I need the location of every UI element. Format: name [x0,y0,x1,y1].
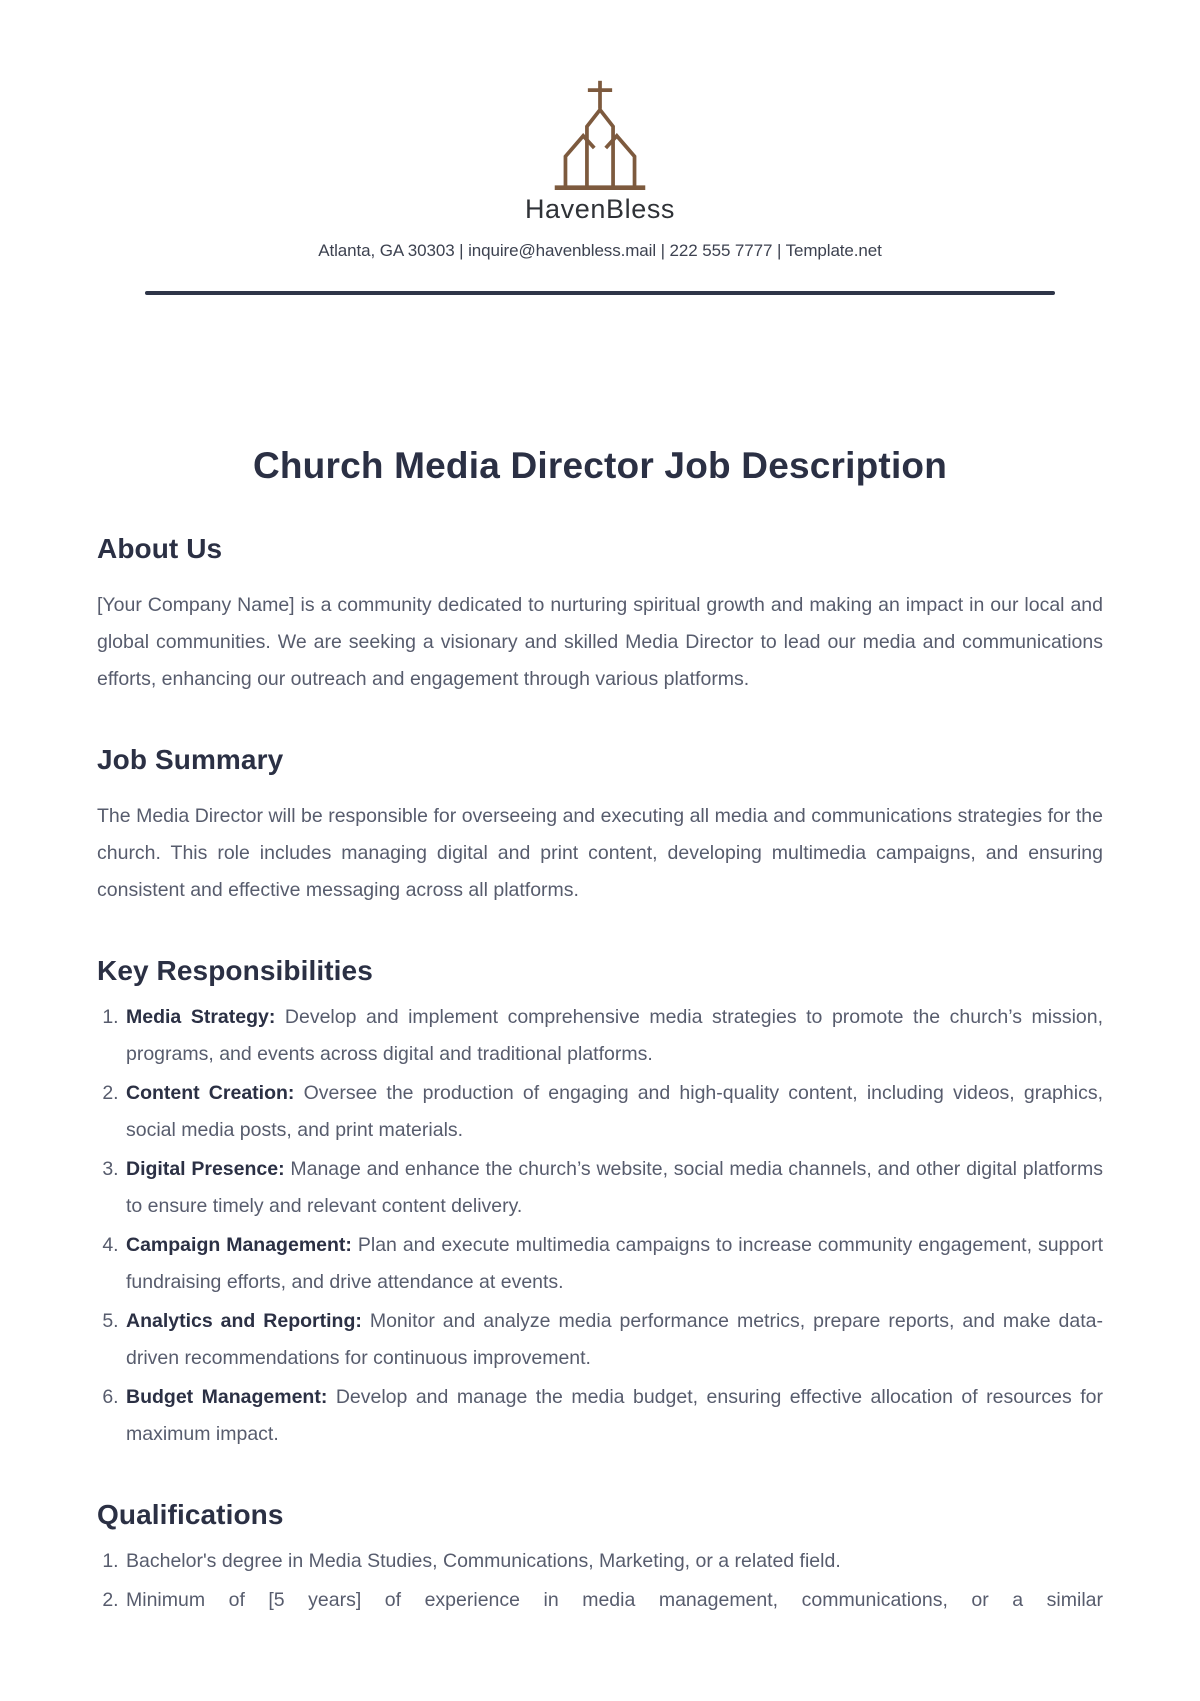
section-heading-about: About Us [97,533,223,564]
list-item-text: Plan and execute multimedia campaigns to increase community engagement, support fundraising efforts, and drive attendance at events. [126,1234,1103,1293]
list-item-text: Manage and enhance the church’s website, social media channels, and other digital platforms to ensure timely and relevant content delivery. [126,1158,1103,1217]
list-item-text: Bachelor's degree in Media Studies, Communications, Marketing, or a related field. [126,1550,841,1572]
job-summary-paragraph: The Media Director will be responsible for overseeing and executing all media and communications strategies for the church. This role includes managing digital and print content, developing multimedia campaigns, and ensuring consistent and effective messaging across all platforms. [97,805,1103,901]
list-item-label: Content Creation: [126,1082,295,1104]
list-item-label: Budget Management: [126,1386,328,1408]
header-divider [145,291,1055,295]
list-item-text: Minimum of [5 years] of experience in media management, communications, or a similar [126,1589,1103,1611]
brand-name: HavenBless [524,194,676,224]
list-item-label: Media Strategy: [126,1006,276,1028]
list-item [124,1303,1103,1377]
list-item [124,1379,1103,1453]
list-item-label: Digital Presence: [126,1158,285,1180]
section-heading-key-responsibilities: Key Responsibilities [97,955,373,986]
list-item-label: Campaign Management: [126,1234,352,1256]
church-logo-icon [544,78,656,190]
list-item [124,1543,1103,1580]
list-item [124,1151,1103,1225]
list-item-text: Monitor and analyze media performance metrics, prepare reports, and make data-driven recommendations for continuous improvement. [126,1310,1103,1369]
list-item [124,1582,1103,1619]
list-item-text: Develop and manage the media budget, ensuring effective allocation of resources for maximum impact. [126,1386,1103,1445]
qualifications-list [97,1543,1103,1619]
section-heading-job-summary: Job Summary [97,744,284,775]
key-responsibilities-list [97,999,1103,1453]
list-item [124,1227,1103,1301]
letterhead [97,78,1103,295]
list-item [124,999,1103,1073]
list-item-text: Oversee the production of engaging and high-quality content, including videos, graphics, social media posts, and print materials. [126,1082,1103,1141]
list-item [124,1075,1103,1149]
contact-line: Atlanta, GA 30303 | inquire@havenbless.mail | 222 555 7777 | Template.net [318,241,882,260]
list-item-label: Analytics and Reporting: [126,1310,362,1332]
document-title: Church Media Director Job Description [252,445,948,486]
section-heading-qualifications: Qualifications [97,1499,284,1530]
list-item-text: Develop and implement comprehensive media strategies to promote the church’s mission, programs, and events across digital and traditional platforms. [126,1006,1104,1065]
about-paragraph: [Your Company Name] is a community dedicated to nurturing spiritual growth and making an impact in our local and global communities. We are seeking a visionary and skilled Media Director to lead our media and communications efforts, enhancing our outreach and engagement through various platforms. [97,594,1103,690]
